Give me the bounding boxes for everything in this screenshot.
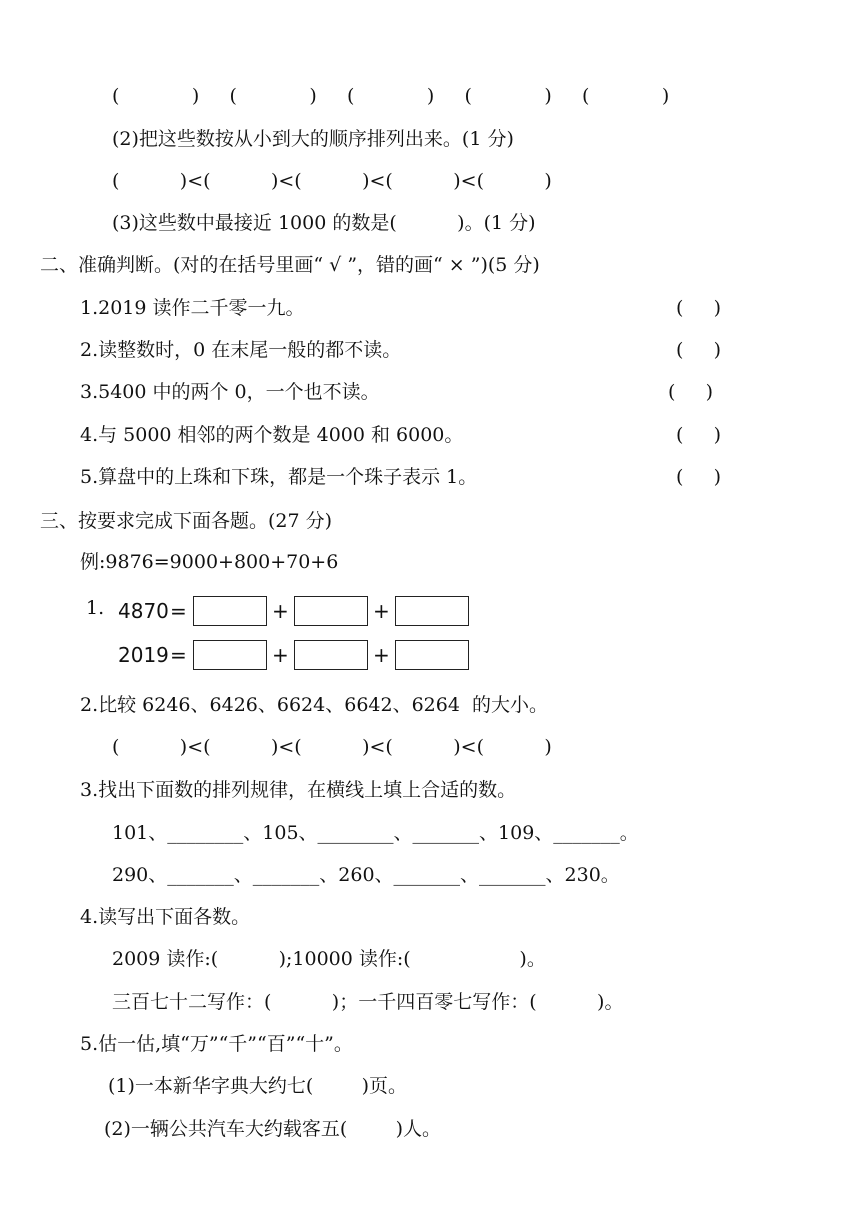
estimate-item-2: (2)一辆公共汽车大约载客五( )人。 [104,1118,442,1140]
judge-item-5: 5.算盘中的上珠和下珠，都是一个珠子表示 1。 [80,466,478,488]
example-line: 例:9876=9000+800+70+6 [80,551,339,573]
question-3-5: 5.估一估,填“万”“千”“百”“十”。 [80,1033,353,1055]
answer-box[interactable] [294,596,368,626]
question-1-2: (2)把这些数按从小到大的顺序排列出来。(1 分) [112,128,514,150]
judge-mark-1: ( ) [676,297,722,319]
judge-item-1: 1.2019 读作二千零一九。 [80,297,305,319]
plus-sign: + [272,599,289,623]
sequence-line-2: 290、_______、_______、260、_______、_______、230。 [112,864,620,886]
section-3-title: 三、按要求完成下面各题。(27 分) [40,510,333,532]
judge-mark-2: ( ) [676,339,722,361]
judge-item-4: 4.与 5000 相邻的两个数是 4000 和 6000。 [80,424,464,446]
read-write-line-2: 三百七十二写作：( )；一千四百零七写作：( )。 [112,991,624,1013]
judge-mark-3: ( ) [668,381,714,403]
judge-item-2: 2.读整数时，0 在末尾一般的都不读。 [80,339,402,361]
answer-box[interactable] [294,640,368,670]
question-3-2: 2.比较 6246、6426、6624、6642、6264 的大小。 [80,694,549,716]
section-2-title: 二、准确判断。(对的在括号里画“ √ ”，错的画“ × ”)(5 分) [40,254,540,276]
plus-sign: + [272,643,289,667]
equation-1-number: 4870 [118,599,169,623]
answer-box[interactable] [193,640,267,670]
judge-item-3: 3.5400 中的两个 0，一个也不读。 [80,381,380,403]
answer-box[interactable] [395,640,469,670]
judge-mark-4: ( ) [676,424,722,446]
answer-box[interactable] [193,596,267,626]
plus-sign: + [373,643,390,667]
answer-box[interactable] [395,596,469,626]
read-write-line-1: 2009 读作:( );10000 读作:( )。 [112,948,546,970]
equals-sign: = [170,643,187,667]
question-1-3: (3)这些数中最接近 1000 的数是( )。(1 分) [112,212,536,234]
plus-sign: + [373,599,390,623]
answer-row-3-2: ( )<( )<( )<( )<( ) [112,736,552,758]
question-3-4: 4.读写出下面各数。 [80,906,251,928]
equals-sign: = [170,599,187,623]
estimate-item-1: (1)一本新华字典大约七( )页。 [108,1075,408,1097]
question-3-3: 3.找出下面数的排列规律，在横线上填上合适的数。 [80,779,517,801]
question-3-1-label: 1. [86,597,105,619]
answer-row-top: ( ) ( ) ( ) ( ) ( ) [112,85,670,107]
judge-mark-5: ( ) [676,466,722,488]
answer-row-1-2: ( )<( )<( )<( )<( ) [112,170,552,192]
equation-2-number: 2019 [118,643,169,667]
sequence-line-1: 101、________、105、________、_______、109、_______。 [112,822,639,844]
